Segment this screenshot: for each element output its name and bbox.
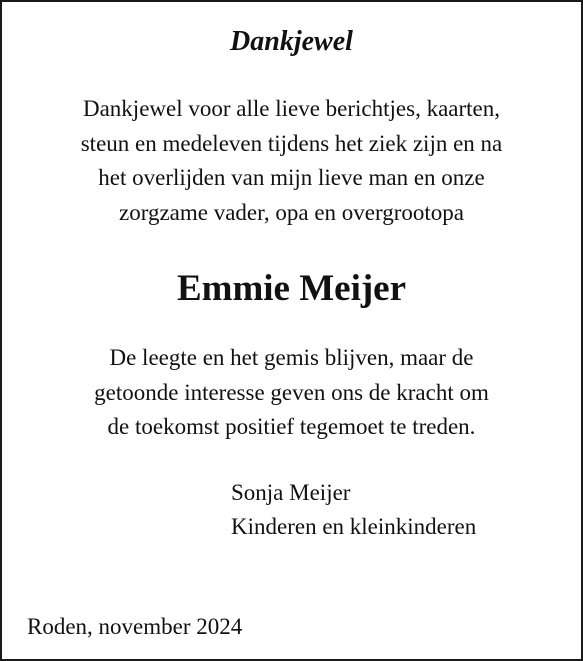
deceased-name: Emmie Meijer: [176, 268, 407, 309]
intro-line: Dankjewel voor alle lieve berichtjes, kaarten,: [82, 96, 500, 121]
closing-line: de toekomst positief tegemoet te treden.: [107, 414, 476, 439]
intro-line: steun en medeleven tijdens het ziek zijn en na: [80, 130, 503, 156]
closing-text: [2, 341, 581, 445]
place-date: Roden, november 2024: [27, 614, 243, 639]
closing-line: De leegte en het gemis blijven, maar de: [109, 345, 474, 370]
heading: Dankjewel: [230, 26, 353, 57]
intro-line: zorgzame vader, opa en overgrootopa: [119, 199, 464, 225]
signatories: [231, 476, 476, 544]
closing-line: getoonde interesse geven ons de kracht om: [94, 379, 489, 405]
intro-line: het overlijden van mijn lieve man en onze: [98, 165, 485, 190]
intro-text: [2, 92, 581, 230]
signatory: Kinderen en kleinkinderen: [231, 514, 477, 539]
signatory: Sonja Meijer: [231, 480, 351, 505]
